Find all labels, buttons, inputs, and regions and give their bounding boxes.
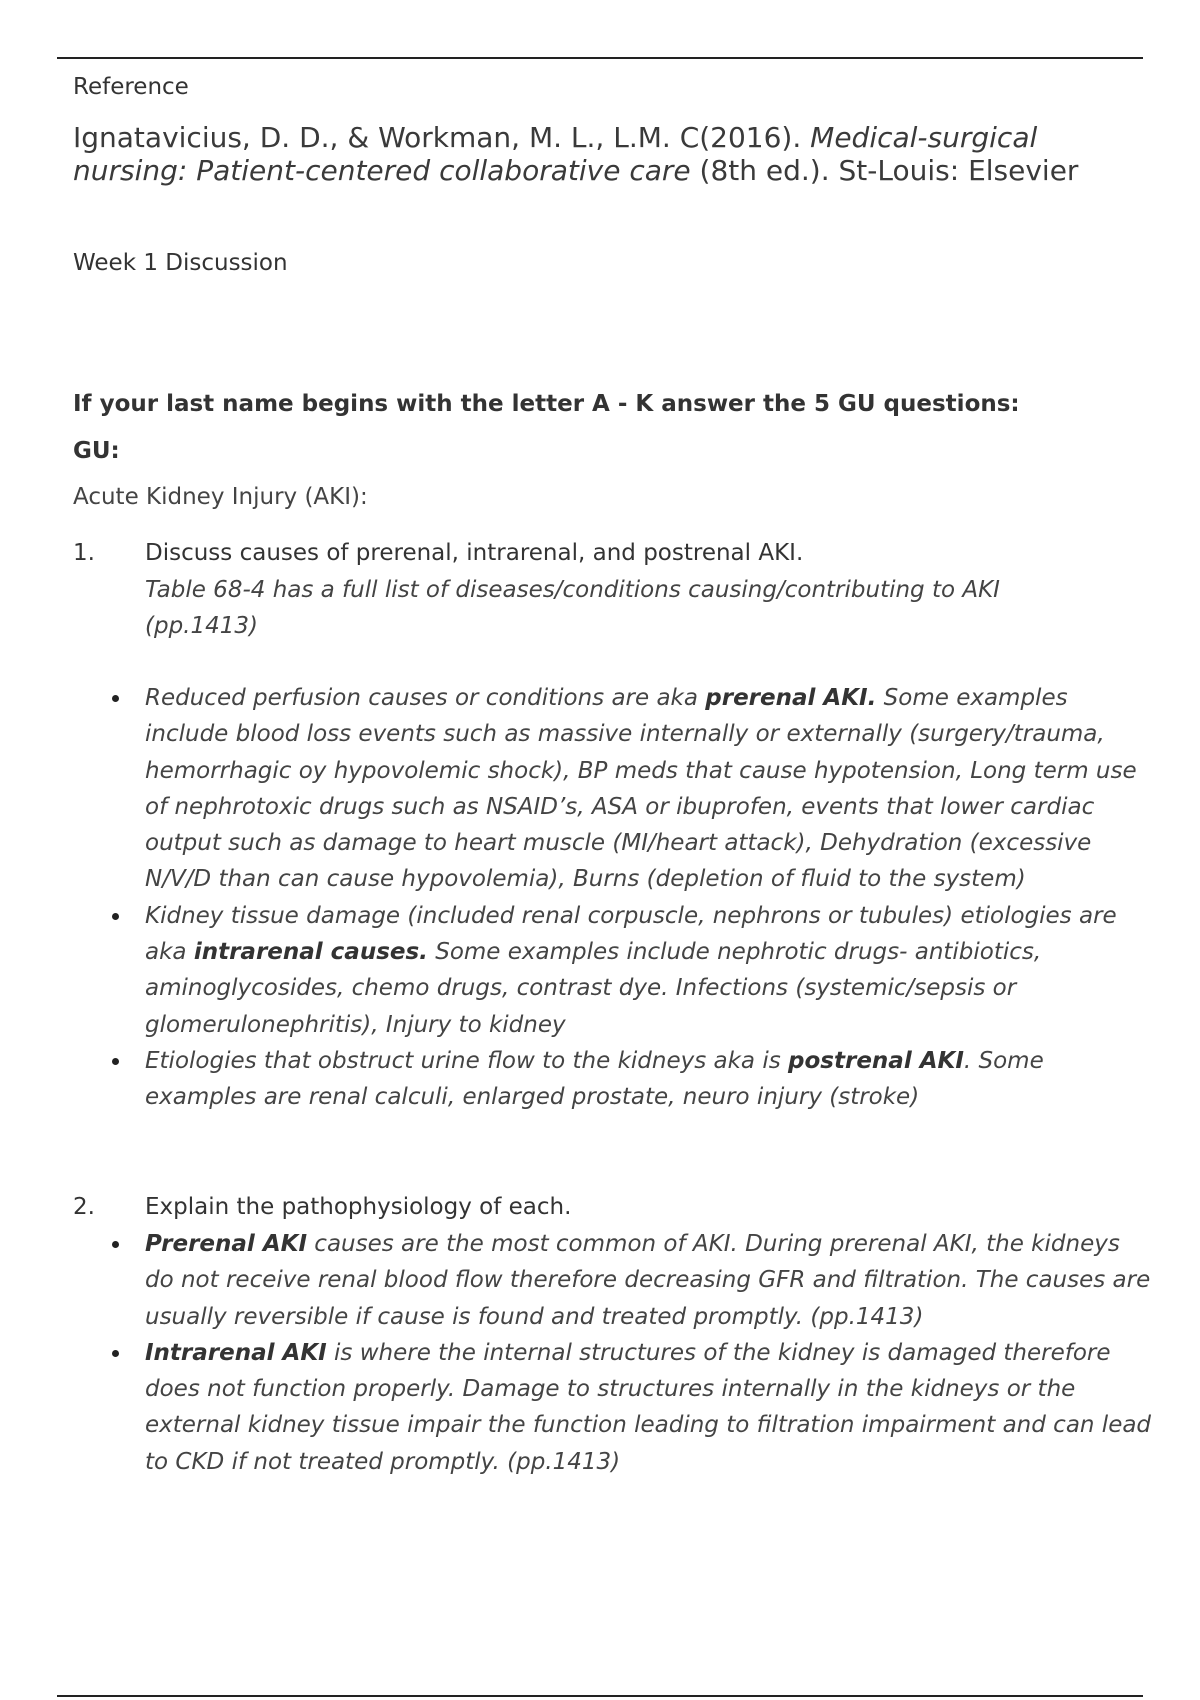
topic-label: Acute Kidney Injury (AKI):	[73, 484, 368, 510]
bullet-bold: Intrarenal AKI	[145, 1339, 327, 1366]
list-item	[145, 1335, 1155, 1480]
bullet-text: Some examples include nephrotic drugs- antibiotics, aminoglycosides, chemo drugs, contrast dye. Infections (systemic/sepsis or glomerulonephritis), Injury to kidney	[145, 939, 1042, 1038]
bullet-text: Some examples include blood loss events such as massive internally or externally (surgery/trauma, hemorrhagic oy hypovolemic shock), BP meds that cause hypotension, Long term use of nephrotoxic drugs such as NSAID’s, ASA or ibuprofen, events that lower cardiac output such as damage to heart muscle (MI/heart attack), Dehydration (excessive N/V/D than can cause hypovolemia), Burns (depletion of fluid to the system)	[145, 685, 1137, 893]
citation	[73, 121, 1133, 187]
question-1-text: Discuss causes of prerenal, intrarenal, and postrenal AKI.	[145, 540, 804, 566]
list-item	[145, 1043, 1155, 1116]
bullet-text: . Some examples are renal calculi, enlarged prostate, neuro injury (stroke)	[145, 1047, 1044, 1111]
list-item	[145, 1226, 1155, 1335]
question-1-number: 1.	[73, 540, 95, 566]
bullet-bold: prerenal AKI.	[705, 685, 877, 711]
bullet-text: Reduced perfusion causes or conditions are aka	[145, 685, 706, 711]
list-item	[145, 898, 1155, 1043]
bullet-text: Kidney tissue damage (included renal corpuscle, nephrons or tubules) etiologies are aka	[145, 902, 1117, 966]
bullet-bold: intrarenal causes.	[193, 939, 428, 966]
bullet-text: Etiologies that obstruct urine flow to the kidneys aka is	[145, 1047, 789, 1074]
question-1-note: Table 68-4 has a full list of diseases/conditions causing/contributing to AKI (pp.1413)	[145, 577, 1000, 639]
citation-authors: Ignatavicius, D. D., & Workman, M. L., L.M. C(2016).	[73, 121, 811, 154]
section-label: GU:	[73, 438, 120, 464]
bullet-text: causes are the most common of AKI. During prerenal AKI, the kidneys do not receive renal blood flow therefore decreasing GFR and filtration. The causes are usually reversible if cause is found and treated promptly. (pp.1413)	[145, 1231, 1151, 1330]
reference-heading: Reference	[73, 74, 189, 100]
instruction: If your last name begins with the letter A - K answer the 5 GU questions:	[73, 391, 1020, 417]
question-2-bullets	[145, 1226, 1155, 1480]
bullet-text: is where the internal structures of the kidney is damaged therefore does not function properly. Damage to structures internally in the kidneys or the external kidney tissue impair the function leading to filtration impairment and can lead to CKD if not treated promptly. (pp.1413)	[145, 1339, 1152, 1475]
week-title: Week 1 Discussion	[73, 250, 288, 276]
bottom-rule	[57, 1695, 1143, 1697]
question-2-text: Explain the pathophysiology of each.	[145, 1194, 572, 1220]
top-rule	[57, 57, 1143, 59]
question-2-number: 2.	[73, 1194, 95, 1220]
list-item	[145, 680, 1155, 898]
citation-rest: (8th ed.). St-Louis: Elsevier	[690, 154, 1079, 187]
bullet-bold: Prerenal AKI	[145, 1231, 307, 1257]
bullet-bold: postrenal AKI	[788, 1047, 964, 1074]
citation-title: Medical-surgical nursing: Patient-centered collaborative care	[73, 121, 1038, 187]
question-1-bullets	[145, 680, 1155, 1116]
